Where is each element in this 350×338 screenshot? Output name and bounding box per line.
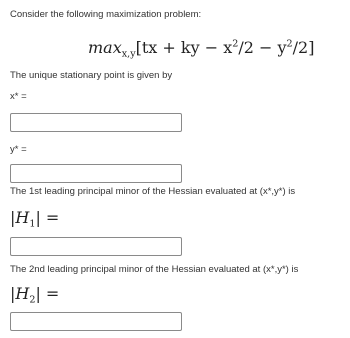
y-star-input[interactable] bbox=[10, 164, 182, 183]
stationary-point-text: The unique stationary point is given by bbox=[10, 70, 173, 81]
objective-formula bbox=[88, 38, 315, 60]
h2-input[interactable] bbox=[10, 312, 182, 331]
max-subscript: x,y bbox=[121, 48, 136, 60]
h1-label: $|H_1|$ = bbox=[10, 208, 60, 230]
h1-question: The 1st leading principal minor of the Hessian evaluated at (x*,y*) is bbox=[10, 186, 296, 197]
x-star-label: x* = bbox=[10, 91, 27, 102]
h1-input[interactable] bbox=[10, 237, 182, 256]
problem-intro: Consider the following maximization problem: bbox=[10, 9, 202, 20]
x-star-input[interactable] bbox=[10, 113, 182, 132]
max-operator: max bbox=[88, 38, 122, 57]
objective-expression: [tx + ky − $x^2/2 - y^2/2$] bbox=[135, 38, 315, 57]
h2-label: $|H_2|$ = bbox=[10, 284, 60, 306]
h2-question: The 2nd leading principal minor of the Hessian evaluated at (x*,y*) is bbox=[10, 264, 299, 275]
y-star-label: y* = bbox=[10, 144, 27, 155]
